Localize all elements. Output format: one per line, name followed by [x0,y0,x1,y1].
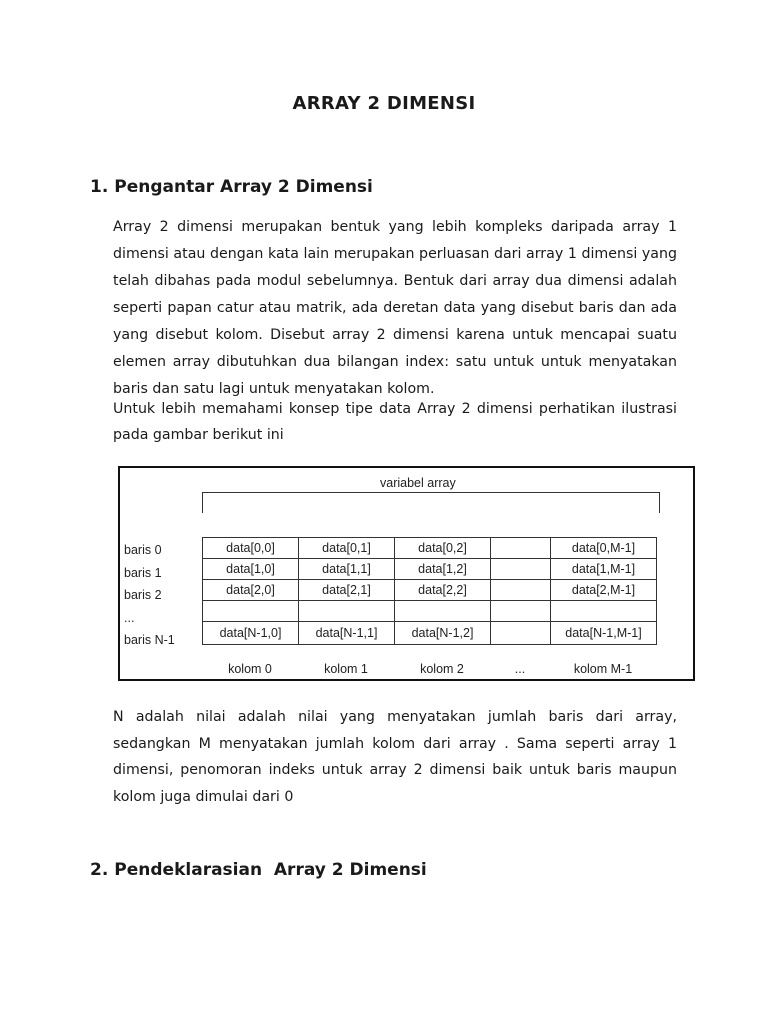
section-heading-1 [90,177,373,197]
row-label: baris N-1 [124,633,175,647]
variable-bracket [202,492,660,513]
paragraph-explanation: N adalah nilai adalah nilai yang menyatakan jumlah baris dari array, sedangkan M menyatakan jumlah kolom dari array . Sama seperti array 1 dimensi, penomoran indeks untuk array 2 dimensi baik untuk baris maupun kolom juga dimulai dari 0 [113,709,677,805]
grid-cell: data[2,M-1] [551,580,657,601]
paragraph-figure-intro: Untuk lebih memahami konsep tipe data Array 2 dimensi perhatikan ilustrasi pada gambar berikut ini [113,401,677,443]
section-number: 2. [90,860,109,880]
grid-cell: data[N-1,M-1] [551,622,657,645]
variable-array-label: variabel array [380,476,456,490]
grid-cell: data[2,1] [299,580,395,601]
grid-cell: data[2,0] [203,580,299,601]
array-figure [118,466,695,681]
grid-cell: data[0,2] [395,538,491,559]
row-label: baris 2 [124,588,162,602]
grid-row [203,580,657,601]
grid-cell: data[0,1] [299,538,395,559]
section-heading-2 [90,860,427,880]
column-label: kolom 1 [324,662,368,676]
grid-row [203,559,657,580]
grid-cell [203,601,299,622]
grid-cell [491,601,551,622]
row-label: baris 1 [124,566,162,580]
grid-row [203,601,657,622]
array-grid [202,537,657,645]
grid-cell [491,622,551,645]
grid-row [203,538,657,559]
grid-cell: data[N-1,1] [299,622,395,645]
row-label: baris 0 [124,543,162,557]
paragraph-intro: Array 2 dimensi merupakan bentuk yang lebih kompleks daripada array 1 dimensi atau dengan kata lain merupakan perluasan dari array 1 dimensi yang telah dibahas pada modul sebelumnya. Bentuk dari array dua dimensi adalah seperti papan catur atau matrik, ada deretan data yang disebut baris dan ada yang disebut kolom. Disebut array 2 dimensi karena untuk mencapai suatu elemen array dibutuhkan dua bilangan index: satu untuk untuk menyatakan baris dan satu lagi untuk menyatakan kolom. [113,219,677,397]
grid-cell: data[1,2] [395,559,491,580]
grid-cell [551,601,657,622]
grid-cell: data[2,2] [395,580,491,601]
grid-row [203,622,657,645]
grid-cell: data[0,0] [203,538,299,559]
section-number: 1. [90,177,109,197]
grid-cell: data[N-1,0] [203,622,299,645]
grid-cell: data[1,1] [299,559,395,580]
grid-cell: data[1,M-1] [551,559,657,580]
grid-cell: data[N-1,2] [395,622,491,645]
grid-cell: data[0,M-1] [551,538,657,559]
column-label: ... [514,662,526,676]
section-title: Pengantar Array 2 Dimensi [114,177,373,197]
grid-cell [395,601,491,622]
column-label: kolom M-1 [573,662,633,676]
grid-cell [491,580,551,601]
row-label: ... [124,611,135,625]
section-title: Pendeklarasian Array 2 Dimensi [114,860,427,880]
grid-cell [299,601,395,622]
column-label: kolom 0 [228,662,272,676]
grid-cell: data[1,0] [203,559,299,580]
column-label: kolom 2 [420,662,464,676]
grid-cell [491,559,551,580]
grid-cell [491,538,551,559]
page-title: ARRAY 2 DIMENSI [292,93,476,114]
